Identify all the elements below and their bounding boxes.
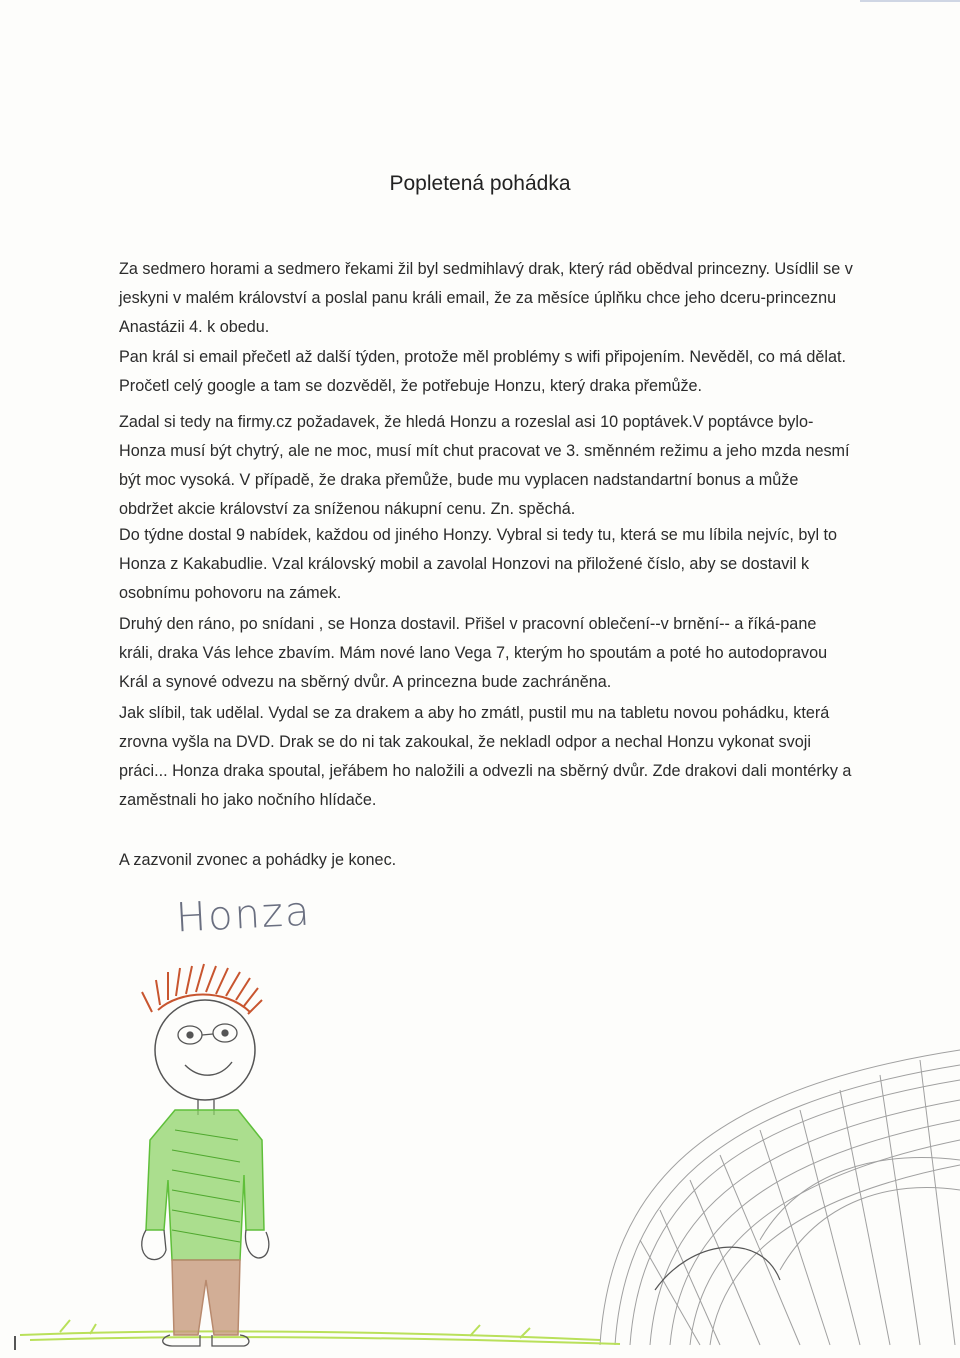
scan-edge-line [860,0,960,2]
brown-pants [172,1260,240,1335]
closing-line: A zazvonil zvonec a pohádky je konec. [119,851,397,869]
green-shirt [146,1110,264,1260]
story-paragraph-4: Do týdne dostal 9 nabídek, každou od jiného Honzy. Vybral si tedy tu, která se mu líbila nejvíc, byl to Honza z Kakabudlie. Vzal královský mobil a zavolal Honzovi na přiložené číslo, aby se dostavil k osobnímu pohovoru na zámek. [119,526,838,602]
story-paragraph-1: Za sedmero horami a sedmero řekami žil byl sedmihlavý drak, který rád obědval princezny. Usídlil se v jeskyni v malém království a poslal panu králi email, že za měsíce úplňku chce jeho dceru-princeznu Anastázii 4. k obedu. [119,260,853,336]
head [155,1000,255,1100]
story-paragraph-6: Jak slíbil, tak udělal. Vydal se za drakem a aby ho zmátl, pustil mu na tabletu novou pohádku, která zrovna vyšla na DVD. Drak se do ni tak zakoukal, že nekladl odpor a nechal Honzu vykonat svoji práci... Honza draka spoutal, jeřábem ho naložili a odvezli na sběrný dvůr. Zde drakovi dali montérky a zaměstnali ho jako nočního hlídače. [119,704,852,809]
story-paragraph-3: Zadal si tedy na firmy.cz požadavek, že hledá Honzu a rozeslal asi 10 poptávek.V poptávce bylo-Honza musí být chytrý, ale ne moc, musí mít chut pracovat ve 3. směnném režimu a jeho mzda nesmí být moc vysoká. V případě, že draka přemůže, bude mu vyplacen nadstandartní bonus a může obdržet akcie království za sníženou nákupní cenu. Zn. spěchá. [119,413,850,518]
grass [20,1320,620,1344]
page-title: Popletená pohádka [389,172,571,195]
story-paragraph-2: Pan král si email přečetl až další týden, protože měl problémy s wifi připojením. Nevěděl, co má dělat. Pročetl celý google a tam se dozvěděl, že potřebuje Honzu, který draka přemůže. [119,348,846,395]
story-paragraph-5: Druhý den ráno, po snídani , se Honza dostavil. Přišel v pracovní oblečení--v brnění-- a říká-pane králi, draka Vás lehce zbavím. Mám nové lano Vega 7, kterým ho spoutám a poté ho autodopravou Král a synové odvezu na sběrný dvůr. A princezna bude zachráněna. [119,615,828,691]
scan-edge-mark [14,1336,16,1350]
child-drawing [0,940,960,1358]
hatched-hill [600,1050,960,1345]
glasses [178,1024,237,1044]
handwritten-signature: Honza [174,888,313,942]
hair [142,964,262,1014]
smile [185,1062,232,1075]
